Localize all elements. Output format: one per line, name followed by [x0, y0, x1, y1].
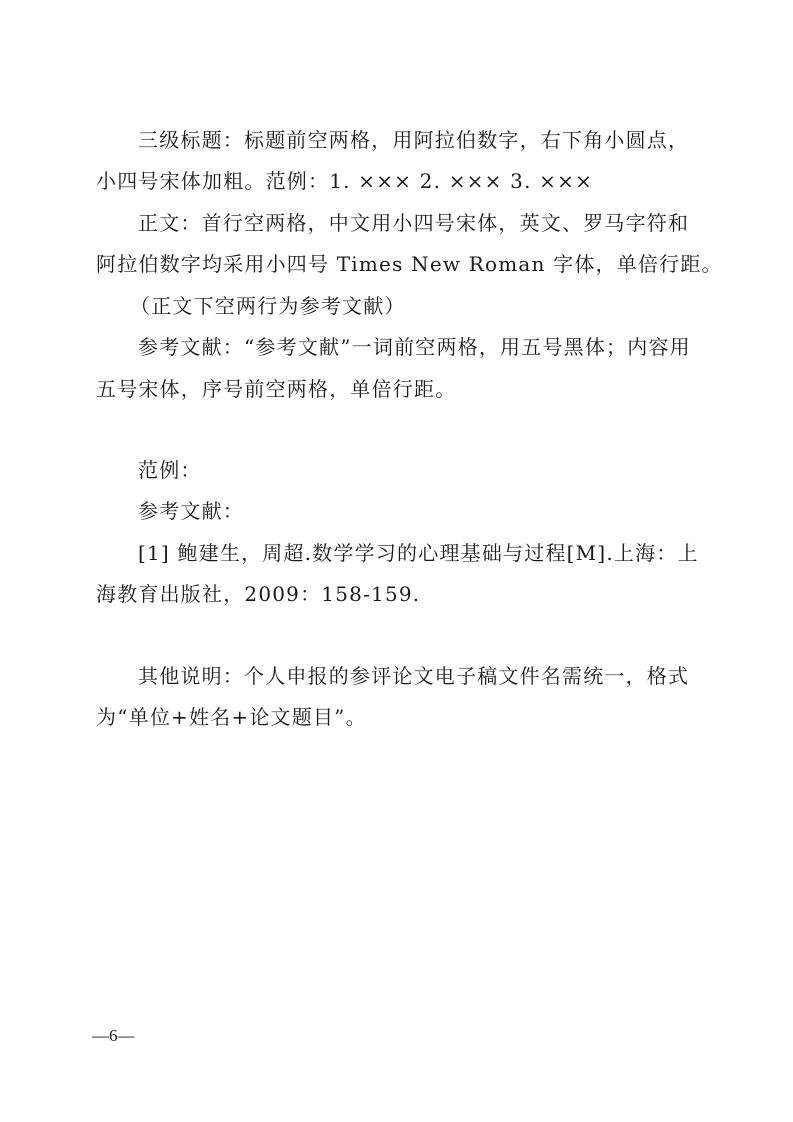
reference-entry-line-2: 海教育出版社，2009：158-159. — [96, 582, 421, 606]
body-text-rule-line-2: 阿拉伯数字均采用小四号 Times New Roman 字体，单倍行距。 — [96, 252, 723, 276]
body-text-rule-line-1: 正文：首行空两格，中文用小四号宋体，英文、罗马字符和 — [138, 211, 690, 235]
reference-entry-line-1: [1] 鲍建生，周超.数学学习的心理基础与过程[M].上海：上 — [138, 541, 699, 565]
references-rule-line-2: 五号宋体，序号前空两格，单倍行距。 — [96, 377, 457, 401]
page-number: —6— — [92, 1026, 135, 1045]
third-level-heading-rule-line-1: 三级标题：标题前空两格，用阿拉伯数字，右下角小圆点， — [138, 128, 690, 152]
references-spacing-note: （正文下空两行为参考文献） — [130, 294, 406, 318]
other-notes-line-2: 为“单位+姓名+论文题目”。 — [96, 705, 367, 729]
third-level-heading-rule-line-2: 小四号宋体加粗。范例：1. ××× 2. ××× 3. ××× — [96, 169, 594, 193]
references-heading-example: 参考文献： — [138, 499, 244, 523]
references-rule-line-1: 参考文献：“参考文献”一词前空两格，用五号黑体；内容用 — [138, 335, 691, 359]
other-notes-line-1: 其他说明：个人申报的参评论文电子稿文件名需统一，格式 — [138, 664, 690, 688]
example-label: 范例： — [138, 458, 202, 482]
